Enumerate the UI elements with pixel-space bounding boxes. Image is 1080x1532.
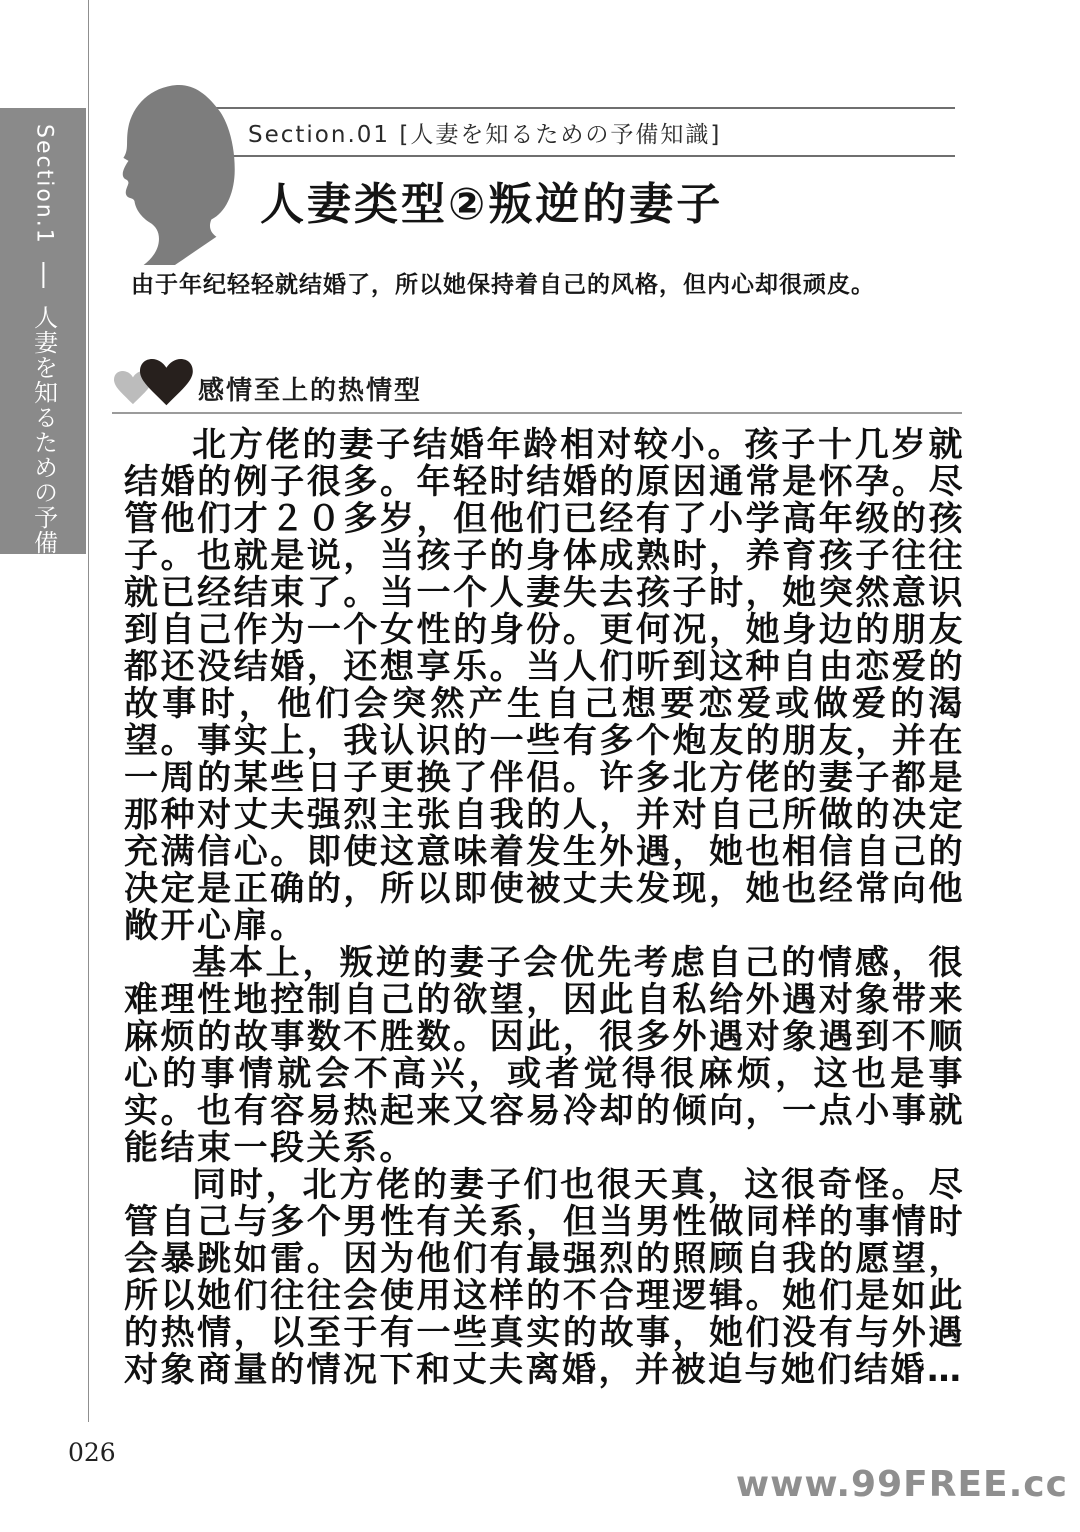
double-heart-icon <box>114 358 196 414</box>
body-paragraph: 北方佬的妻子结婚年龄相对较小。孩子十几岁就结婚的例子很多。年轻时结婚的原因通常是怀孕。尽管他们才２０多岁，但他们已经有了小学高年级的孩子。也就是说，当孩子的身体成熟时，养育孩子往往就已经结束了。当一个人妻失去孩子时，她突然意识到自己作为一个女性的身份。更何况，她身边的朋友都还没结婚，还想享乐。当人们听到这种自由恋爱的故事时，他们会突然产生自己想要恋爱或做爱的渴望。事实上，我认识的一些有多个炮友的朋友，并在一周的某些日子更换了伴侣。许多北方佬的妻子都是那种对丈夫强烈主张自我的人，并对自己所做的决定充满信心。即使这意味着发生外遇，她也相信自己的决定是正确的，所以即使被丈夫发现，她也经常向他敞开心扉。 <box>124 425 965 946</box>
section-heading-block <box>112 356 962 416</box>
section-heading: 感情至上的热情型 <box>198 376 423 406</box>
sidebar-separator <box>43 262 45 288</box>
sidebar-section-label: Section.1 <box>31 124 57 245</box>
header-rule-top <box>214 107 955 109</box>
body-paragraph: 同时，北方佬的妻子们也很天真，这很奇怪。尽管自己与多个男性有关系，但当男性做同样的事情时会暴跳如雷。因为他们有最强烈的照顾自我的愿望，所以她们往往会使用这样的不合理逻辑。她们是如此的热情，以至于有一些真实的故事，她们没有与外遇对象商量的情况下和丈夫离婚，并被迫与她们结婚… <box>124 1165 965 1390</box>
section-underline <box>112 412 962 414</box>
page-number: 026 <box>68 1438 116 1467</box>
body-paragraph: 基本上，叛逆的妻子会优先考虑自己的情感，很难理性地控制自己的欲望，因此自私给外遇对象带来麻烦的故事数不胜数。因此，很多外遇对象遇到不顺心的事情就会不高兴，或者觉得很麻烦，这也是事实。也有容易热起来又容易冷却的倾向，一点小事就能结束一段关系。 <box>124 943 965 1168</box>
body-text <box>124 427 965 1389</box>
section-kicker: Section.01 [人妻を知るための予備知識] <box>248 122 722 148</box>
woman-silhouette-icon <box>112 83 244 265</box>
page-subtitle: 由于年纪轻轻就结婚了，所以她保持着自己的风格，但内心却很顽皮。 <box>131 272 875 298</box>
sidebar-vertical-text <box>29 124 58 605</box>
page-title: 人妻类型②叛逆的妻子 <box>260 179 724 230</box>
header-rule-bottom <box>214 155 955 157</box>
watermark: www.99FREE.cc <box>735 1464 1068 1505</box>
sidebar-section-title: 人妻を知るための予備知識 <box>29 304 58 605</box>
page-edge-divider <box>88 0 89 1422</box>
section-sidebar <box>0 108 86 605</box>
